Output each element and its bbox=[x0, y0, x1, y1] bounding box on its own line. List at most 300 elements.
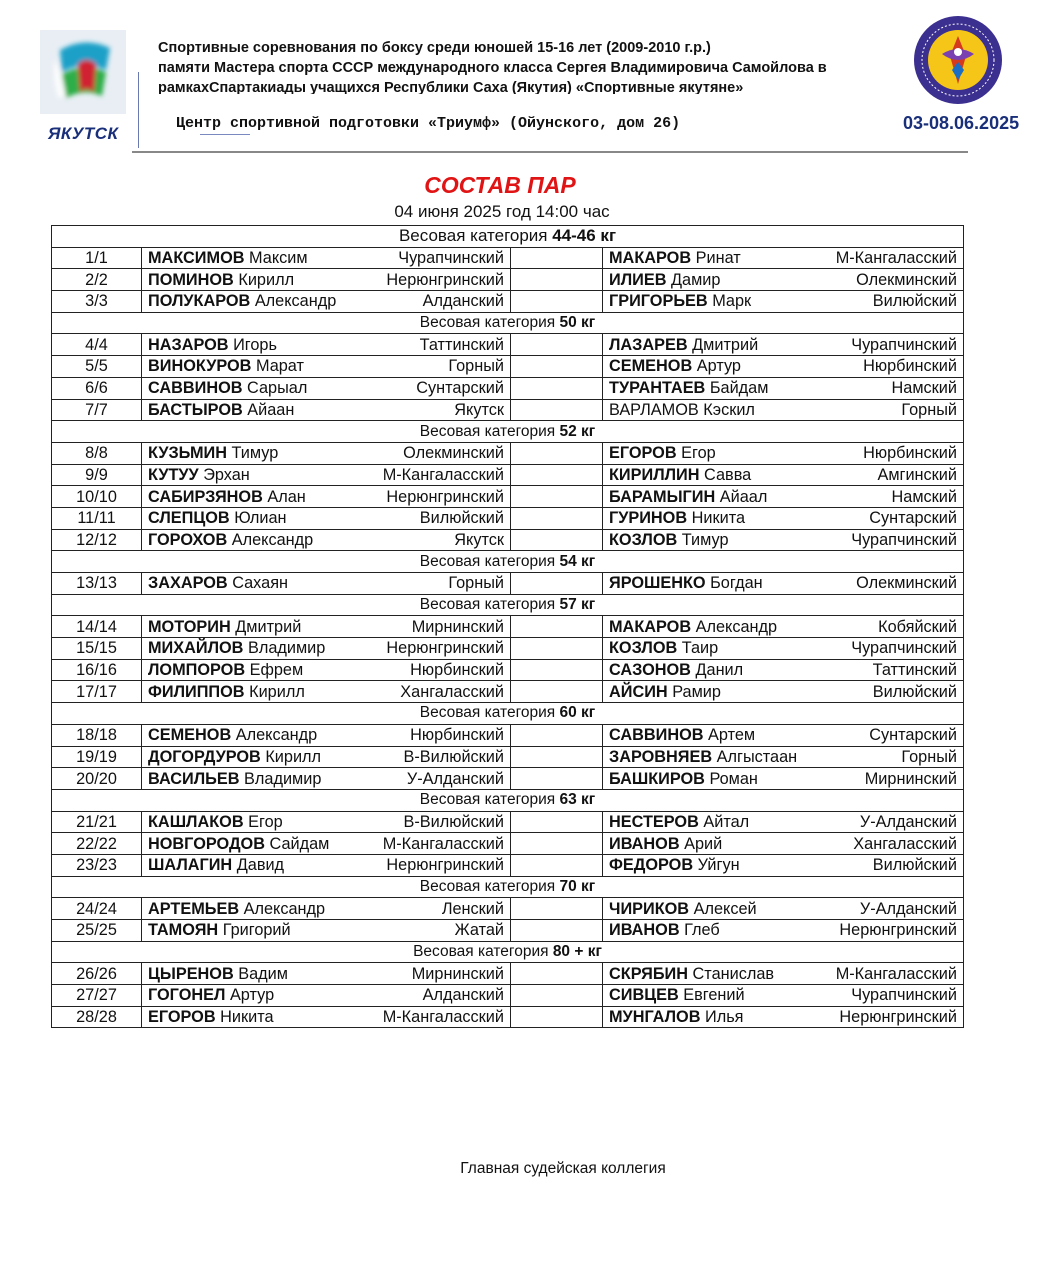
pair-number: 25/25 bbox=[52, 920, 142, 942]
athlete-b-region: Кобяйский bbox=[803, 616, 964, 638]
athlete-a-surname: ЗАХАРОВ bbox=[148, 574, 228, 593]
athlete-b bbox=[603, 291, 803, 313]
weight-category-header bbox=[52, 421, 964, 443]
pair-row bbox=[52, 963, 964, 985]
pair-number: 15/15 bbox=[52, 638, 142, 660]
weight-category-prefix: Весовая категория bbox=[419, 422, 560, 440]
athlete-b-name: Егор bbox=[681, 444, 716, 463]
athlete-b-region: Нерюнгринский bbox=[803, 1006, 964, 1028]
athlete-a-region: Жатай bbox=[348, 920, 511, 942]
athlete-a-region: Нерюнгринский bbox=[348, 854, 511, 876]
event-line-1: Спортивные соревнования по боксу среди юношей 15-16 лет (2009-2010 г.р.) bbox=[158, 40, 711, 56]
athlete-a-region: Олекминский bbox=[348, 442, 511, 464]
athlete-a-name: Эрхан bbox=[203, 465, 250, 484]
athlete-b-region: Сунтарский bbox=[803, 724, 964, 746]
pair-row bbox=[52, 529, 964, 551]
pair-number: 11/11 bbox=[52, 507, 142, 529]
weight-category-header bbox=[52, 594, 964, 616]
pair-number: 22/22 bbox=[52, 833, 142, 855]
venue-underline bbox=[200, 134, 250, 135]
pair-separator-cell bbox=[511, 399, 603, 421]
athlete-b-name: Ринат bbox=[695, 249, 741, 268]
athlete-a-region: Сунтарский bbox=[348, 377, 511, 399]
pair-separator-cell bbox=[511, 811, 603, 833]
athlete-a-surname: СЛЕПЦОВ bbox=[148, 509, 230, 528]
athlete-a-surname: ФИЛИППОВ bbox=[148, 682, 245, 701]
pair-row bbox=[52, 291, 964, 313]
pair-row bbox=[52, 724, 964, 746]
pair-separator-cell bbox=[511, 1006, 603, 1028]
athlete-b-surname: ЗАРОВНЯЕВ bbox=[609, 747, 713, 766]
athlete-a-name: Кирилл bbox=[238, 270, 295, 289]
pair-row bbox=[52, 486, 964, 508]
event-description bbox=[158, 38, 878, 94]
athlete-a-region: Якутск bbox=[348, 529, 511, 551]
athlete-a-name: Егор bbox=[248, 812, 283, 831]
athlete-a bbox=[142, 1006, 348, 1028]
weight-category-value: 80 + кг bbox=[552, 943, 602, 961]
athlete-b bbox=[603, 442, 803, 464]
athlete-a bbox=[142, 269, 348, 291]
pair-separator-cell bbox=[511, 442, 603, 464]
athlete-a-region: М-Кангаласский bbox=[348, 1006, 511, 1028]
athlete-b-region: Мирнинский bbox=[803, 768, 964, 790]
athlete-b-region: Вилюйский bbox=[803, 854, 964, 876]
athlete-a-region: В-Вилюйский bbox=[348, 746, 511, 768]
pair-row bbox=[52, 356, 964, 378]
athlete-b-surname: ГРИГОРЬЕВ bbox=[609, 292, 708, 311]
athlete-b-name: Александр bbox=[695, 617, 778, 636]
athlete-b bbox=[603, 898, 803, 920]
athlete-b-surname: ЯРОШЕНКО bbox=[609, 574, 706, 593]
athlete-b-region: Чурапчинский bbox=[803, 638, 964, 660]
athlete-b-surname: БАРАМЫГИН bbox=[609, 487, 716, 506]
pair-row bbox=[52, 985, 964, 1007]
athlete-b-name: Алексей bbox=[693, 899, 757, 918]
athlete-b bbox=[603, 768, 803, 790]
athlete-a-surname: МИХАЙЛОВ bbox=[148, 639, 244, 658]
pair-row bbox=[52, 507, 964, 529]
athlete-b-surname: ГУРИНОВ bbox=[609, 509, 688, 528]
athlete-b-region: Сунтарский bbox=[803, 507, 964, 529]
athlete-a bbox=[142, 724, 348, 746]
athlete-a bbox=[142, 356, 348, 378]
pair-separator-cell bbox=[511, 724, 603, 746]
athlete-b-surname: ИЛИЕВ bbox=[609, 270, 667, 289]
pair-number: 28/28 bbox=[52, 1006, 142, 1028]
athlete-b-region: М-Кангаласский bbox=[803, 963, 964, 985]
pair-separator-cell bbox=[511, 833, 603, 855]
athlete-a bbox=[142, 746, 348, 768]
athlete-b-surname: ИВАНОВ bbox=[609, 921, 680, 940]
athlete-b bbox=[603, 399, 803, 421]
athlete-a-surname: КУЗЬМИН bbox=[148, 444, 227, 463]
pair-separator-cell bbox=[511, 616, 603, 638]
pair-number: 5/5 bbox=[52, 356, 142, 378]
athlete-b bbox=[603, 746, 803, 768]
athlete-a-region: В-Вилюйский bbox=[348, 811, 511, 833]
pair-row bbox=[52, 334, 964, 356]
athlete-b-surname: АЙСИН bbox=[609, 682, 668, 701]
athlete-b-name: Роман bbox=[709, 769, 758, 788]
athlete-a-surname: ШАЛАГИН bbox=[148, 856, 233, 875]
athlete-b bbox=[603, 377, 803, 399]
athlete-a-region: Горный bbox=[348, 573, 511, 595]
athlete-a-surname: САВВИНОВ bbox=[148, 379, 243, 398]
category-row bbox=[52, 551, 964, 573]
athlete-b-region: Нюрбинский bbox=[803, 442, 964, 464]
athlete-b-name: Богдан bbox=[710, 574, 763, 593]
pair-number: 9/9 bbox=[52, 464, 142, 486]
athlete-a-surname: ТАМОЯН bbox=[148, 921, 219, 940]
athlete-b bbox=[603, 1006, 803, 1028]
athlete-a-surname: СЕМЕНОВ bbox=[148, 726, 232, 745]
athlete-a-surname: ЛОМПОРОВ bbox=[148, 661, 246, 680]
athlete-b-region: Горный bbox=[803, 399, 964, 421]
athlete-b-name: Таир bbox=[681, 639, 719, 658]
pair-number: 23/23 bbox=[52, 854, 142, 876]
athlete-b-name: Уйгун bbox=[697, 856, 740, 875]
athlete-b-name: Тимур bbox=[681, 530, 729, 549]
pair-number: 10/10 bbox=[52, 486, 142, 508]
athlete-b-name: Айаал bbox=[719, 487, 768, 506]
athlete-a-surname: КУТУУ bbox=[148, 465, 199, 484]
athlete-a-name: Кирилл bbox=[249, 682, 305, 701]
athlete-b bbox=[603, 920, 803, 942]
pair-separator-cell bbox=[511, 247, 603, 269]
athlete-a-region: Нерюнгринский bbox=[348, 486, 511, 508]
athlete-b-region: Нюрбинский bbox=[803, 356, 964, 378]
pair-number: 8/8 bbox=[52, 442, 142, 464]
athlete-a-name: Алан bbox=[267, 487, 306, 506]
pair-separator-cell bbox=[511, 529, 603, 551]
athlete-a-name: Сарыал bbox=[247, 379, 308, 398]
pair-number: 16/16 bbox=[52, 659, 142, 681]
athlete-a bbox=[142, 464, 348, 486]
spartakiad-emblem-icon bbox=[912, 14, 1004, 106]
athlete-b-region: Чурапчинский bbox=[803, 334, 964, 356]
athlete-a bbox=[142, 985, 348, 1007]
pair-number: 20/20 bbox=[52, 768, 142, 790]
pair-separator-cell bbox=[511, 659, 603, 681]
athlete-b bbox=[603, 659, 803, 681]
event-description-lines bbox=[158, 38, 878, 94]
athlete-b bbox=[603, 963, 803, 985]
athlete-b-name: Айтал bbox=[703, 812, 750, 831]
pair-row bbox=[52, 898, 964, 920]
yakutsk-logo-icon bbox=[40, 30, 126, 114]
athlete-a-name: Александр bbox=[254, 292, 337, 311]
athlete-a-region: Алданский bbox=[348, 985, 511, 1007]
athlete-a-surname: БАСТЫРОВ bbox=[148, 400, 243, 419]
athlete-a-surname: ДОГОРДУРОВ bbox=[148, 747, 261, 766]
pair-number: 3/3 bbox=[52, 291, 142, 313]
athlete-b-name: Глеб bbox=[684, 921, 720, 940]
athlete-b-name: Станислав bbox=[692, 964, 775, 983]
athlete-a-region: Мирнинский bbox=[348, 616, 511, 638]
athlete-a-surname: ПОЛУКАРОВ bbox=[148, 292, 251, 311]
athlete-b-region: Вилюйский bbox=[803, 291, 964, 313]
athlete-a-name: Игорь bbox=[233, 335, 277, 354]
footer-signature: Главная судейская коллегия bbox=[460, 1160, 666, 1177]
athlete-a bbox=[142, 616, 348, 638]
category-row bbox=[52, 941, 964, 963]
athlete-b-region: Олекминский bbox=[803, 573, 964, 595]
pair-number: 4/4 bbox=[52, 334, 142, 356]
athlete-b-region: Хангаласский bbox=[803, 833, 964, 855]
athlete-a-surname: САБИРЗЯНОВ bbox=[148, 487, 263, 506]
athlete-b bbox=[603, 247, 803, 269]
athlete-b-surname: МАКАРОВ bbox=[609, 617, 692, 636]
pair-row bbox=[52, 464, 964, 486]
athlete-b-name: Илья bbox=[705, 1008, 744, 1027]
athlete-a-region: М-Кангаласский bbox=[348, 464, 511, 486]
athlete-b-name: Марк bbox=[712, 292, 752, 311]
category-row bbox=[52, 789, 964, 811]
athlete-b-surname: САВВИНОВ bbox=[609, 726, 704, 745]
athlete-b bbox=[603, 486, 803, 508]
athlete-a bbox=[142, 811, 348, 833]
athlete-b-surname: ЛАЗАРЕВ bbox=[609, 335, 688, 354]
weight-category-value: 50 кг bbox=[559, 314, 596, 332]
event-line-3: рамкахСпартакиады учащихся Республики Саха (Якутия) «Спортивные якутяне» bbox=[158, 80, 744, 94]
athlete-a bbox=[142, 898, 348, 920]
athlete-a-surname: МАКСИМОВ bbox=[148, 249, 245, 268]
pair-number: 18/18 bbox=[52, 724, 142, 746]
pair-row bbox=[52, 681, 964, 703]
athlete-b-region: Намский bbox=[803, 377, 964, 399]
event-dates: 03-08.06.2025 bbox=[903, 113, 1020, 133]
athlete-b bbox=[603, 269, 803, 291]
pair-number: 27/27 bbox=[52, 985, 142, 1007]
weight-category-prefix: Весовая категория bbox=[419, 552, 560, 570]
athlete-b-region: Чурапчинский bbox=[803, 529, 964, 551]
athlete-b bbox=[603, 833, 803, 855]
athlete-a bbox=[142, 291, 348, 313]
weight-category-value: 54 кг bbox=[559, 552, 596, 570]
athlete-a-surname: ВАСИЛЬЕВ bbox=[148, 769, 240, 788]
pair-separator-cell bbox=[511, 746, 603, 768]
page-title: СОСТАВ ПАР bbox=[424, 172, 576, 198]
pair-separator-cell bbox=[511, 269, 603, 291]
athlete-b bbox=[603, 507, 803, 529]
weight-category-value: 70 кг bbox=[559, 877, 596, 895]
athlete-a-region: Якутск bbox=[348, 399, 511, 421]
athlete-a-surname: КАШЛАКОВ bbox=[148, 812, 244, 831]
athlete-b-region: Олекминский bbox=[803, 269, 964, 291]
athlete-b-name: Рамир bbox=[672, 682, 721, 701]
pair-row bbox=[52, 247, 964, 269]
athlete-b-surname: БАШКИРОВ bbox=[609, 769, 705, 788]
athlete-b-name: Евгений bbox=[683, 986, 745, 1005]
pair-separator-cell bbox=[511, 291, 603, 313]
athlete-b-region: У-Алданский bbox=[803, 811, 964, 833]
header-divider-vertical bbox=[138, 72, 139, 148]
athlete-a bbox=[142, 377, 348, 399]
page-subtitle: 04 июня 2025 год 14:00 час bbox=[394, 202, 610, 221]
athlete-a-region: Нерюнгринский bbox=[348, 638, 511, 660]
athlete-b-name: Байдам bbox=[709, 379, 769, 398]
athlete-b bbox=[603, 724, 803, 746]
athlete-a-region: У-Алданский bbox=[348, 768, 511, 790]
pair-separator-cell bbox=[511, 638, 603, 660]
athlete-b-surname: САЗОНОВ bbox=[609, 661, 691, 680]
weight-category-prefix: Весовая категория bbox=[419, 877, 560, 895]
athlete-a-surname: АРТЕМЬЕВ bbox=[148, 899, 240, 918]
weight-category-header bbox=[52, 312, 964, 334]
athlete-b-surname: СЕМЕНОВ bbox=[609, 357, 693, 376]
athlete-b-region: Намский bbox=[803, 486, 964, 508]
weight-category-prefix: Весовая категория bbox=[413, 943, 553, 961]
athlete-a-name: Владимир bbox=[247, 639, 326, 658]
athlete-b bbox=[603, 464, 803, 486]
pair-row bbox=[52, 377, 964, 399]
category-row bbox=[52, 876, 964, 898]
pair-separator-cell bbox=[511, 573, 603, 595]
weight-category-header bbox=[52, 703, 964, 725]
weight-category-prefix: Весовая категория bbox=[398, 226, 553, 246]
weight-category-prefix: Весовая категория bbox=[419, 791, 560, 809]
pair-separator-cell bbox=[511, 507, 603, 529]
athlete-b-region: М-Кангаласский bbox=[803, 247, 964, 269]
athlete-a bbox=[142, 399, 348, 421]
athlete-a bbox=[142, 573, 348, 595]
pair-separator-cell bbox=[511, 985, 603, 1007]
pair-row bbox=[52, 811, 964, 833]
athlete-a-name: Давид bbox=[236, 856, 285, 875]
athlete-a-name: Тимур bbox=[231, 444, 279, 463]
athlete-a-region: Мирнинский bbox=[348, 963, 511, 985]
athlete-a-surname: ГОГОНЕЛ bbox=[148, 986, 226, 1005]
athlete-b-region: Амгинский bbox=[803, 464, 964, 486]
athlete-b bbox=[603, 356, 803, 378]
athlete-b bbox=[603, 985, 803, 1007]
athlete-b-name: Никита bbox=[691, 509, 746, 528]
athlete-a bbox=[142, 247, 348, 269]
athlete-a-name: Александр bbox=[243, 899, 326, 918]
category-row bbox=[52, 421, 964, 443]
pair-row bbox=[52, 833, 964, 855]
pairs-table bbox=[51, 225, 964, 1028]
pair-row bbox=[52, 638, 964, 660]
pair-separator-cell bbox=[511, 768, 603, 790]
pair-row bbox=[52, 616, 964, 638]
athlete-b-region: У-Алданский bbox=[803, 898, 964, 920]
athlete-a-region: М-Кангаласский bbox=[348, 833, 511, 855]
weight-category-header bbox=[52, 551, 964, 573]
athlete-a bbox=[142, 486, 348, 508]
pair-separator-cell bbox=[511, 681, 603, 703]
city-label: ЯКУТСК bbox=[48, 124, 119, 143]
athlete-b-surname: ЧИРИКОВ bbox=[609, 899, 690, 918]
athlete-a-surname: ГОРОХОВ bbox=[148, 530, 228, 549]
pair-separator-cell bbox=[511, 464, 603, 486]
athlete-b-surname: ИВАНОВ bbox=[609, 834, 680, 853]
athlete-b-name: Савва bbox=[704, 465, 752, 484]
athlete-b-surname: ФЕДОРОВ bbox=[609, 856, 694, 875]
athlete-a bbox=[142, 507, 348, 529]
athlete-a-surname: НАЗАРОВ bbox=[148, 335, 229, 354]
pair-row bbox=[52, 573, 964, 595]
athlete-a-region: Горный bbox=[348, 356, 511, 378]
athlete-a-region: Вилюйский bbox=[348, 507, 511, 529]
athlete-b-region: Чурапчинский bbox=[803, 985, 964, 1007]
athlete-a-region: Нюрбинский bbox=[348, 659, 511, 681]
athlete-b-name: Дамир bbox=[670, 270, 721, 289]
athlete-b-surname: ТУРАНТАЕВ bbox=[609, 379, 706, 398]
athlete-a-surname: НОВГОРОДОВ bbox=[148, 834, 265, 853]
athlete-b bbox=[603, 681, 803, 703]
athlete-b-name: Артем bbox=[708, 726, 756, 745]
pair-number: 26/26 bbox=[52, 963, 142, 985]
athlete-a-region: Алданский bbox=[348, 291, 511, 313]
event-line-2: памяти Мастера спорта СССР международного класса Сергея Владимировича Самойлова в bbox=[158, 60, 827, 76]
athlete-b-surname: МУНГАЛОВ bbox=[609, 1008, 701, 1027]
pair-row bbox=[52, 442, 964, 464]
athlete-b-region: Таттинский bbox=[803, 659, 964, 681]
athlete-b bbox=[603, 529, 803, 551]
athlete-a-region: Хангаласский bbox=[348, 681, 511, 703]
pair-row bbox=[52, 1006, 964, 1028]
athlete-b bbox=[603, 616, 803, 638]
weight-category-prefix: Весовая категория bbox=[419, 596, 560, 614]
athlete-a bbox=[142, 920, 348, 942]
athlete-a bbox=[142, 638, 348, 660]
pair-separator-cell bbox=[511, 854, 603, 876]
weight-category-value: 52 кг bbox=[559, 422, 596, 440]
athlete-b-surname: КОЗЛОВ bbox=[609, 530, 678, 549]
athlete-a-name: Сахаян bbox=[232, 574, 289, 593]
athlete-b bbox=[603, 573, 803, 595]
athlete-a-region: Таттинский bbox=[348, 334, 511, 356]
athlete-a bbox=[142, 334, 348, 356]
pair-row bbox=[52, 269, 964, 291]
athlete-b-region: Вилюйский bbox=[803, 681, 964, 703]
pair-row bbox=[52, 854, 964, 876]
athlete-a-name: Кирилл bbox=[265, 747, 322, 766]
pair-number: 2/2 bbox=[52, 269, 142, 291]
athlete-b-surname: КОЗЛОВ bbox=[609, 639, 678, 658]
athlete-b-surname: СИВЦЕВ bbox=[609, 986, 679, 1005]
athlete-a-surname: ПОМИНОВ bbox=[148, 270, 234, 289]
pair-number: 17/17 bbox=[52, 681, 142, 703]
pair-number: 1/1 bbox=[52, 247, 142, 269]
athlete-a-name: Максим bbox=[249, 249, 308, 268]
athlete-b-surname: СКРЯБИН bbox=[609, 964, 689, 983]
pair-number: 21/21 bbox=[52, 811, 142, 833]
pair-separator-cell bbox=[511, 377, 603, 399]
athlete-a bbox=[142, 963, 348, 985]
athlete-a-name: Григорий bbox=[222, 921, 291, 940]
weight-category-value: 57 кг bbox=[559, 596, 596, 614]
weight-category-header bbox=[52, 226, 964, 248]
pair-number: 19/19 bbox=[52, 746, 142, 768]
athlete-a bbox=[142, 681, 348, 703]
athlete-b-surname: МАКАРОВ bbox=[609, 249, 692, 268]
category-row bbox=[52, 703, 964, 725]
pair-number: 7/7 bbox=[52, 399, 142, 421]
athlete-b-region: Горный bbox=[803, 746, 964, 768]
pair-number: 12/12 bbox=[52, 529, 142, 551]
pair-number: 13/13 bbox=[52, 573, 142, 595]
pair-row bbox=[52, 746, 964, 768]
weight-category-value: 44-46 кг bbox=[552, 226, 617, 246]
pair-separator-cell bbox=[511, 898, 603, 920]
athlete-b-name: ВАРЛАМОВ Кэскил bbox=[609, 400, 755, 419]
pair-number: 14/14 bbox=[52, 616, 142, 638]
athlete-a-name: Сайдам bbox=[269, 834, 330, 853]
athlete-a-name: Айаан bbox=[247, 400, 295, 419]
